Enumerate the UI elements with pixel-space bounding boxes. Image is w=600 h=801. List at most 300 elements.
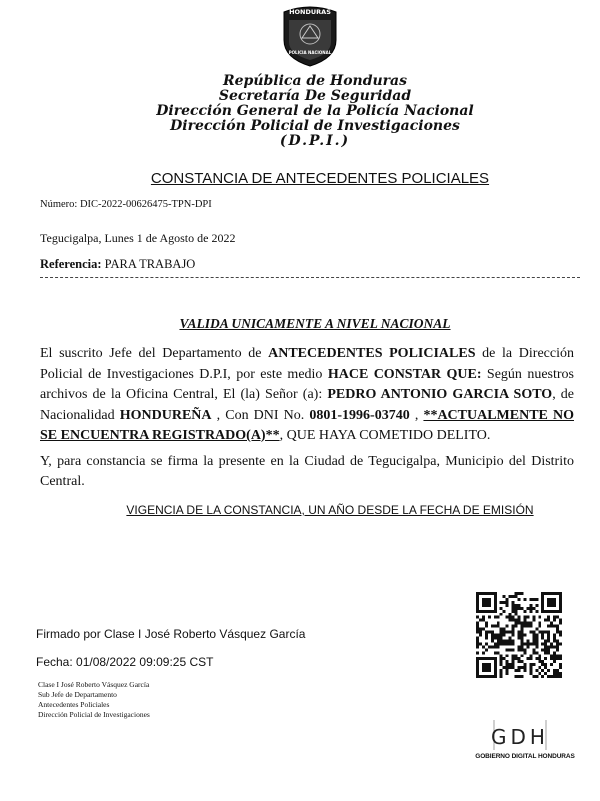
qr-module xyxy=(518,616,521,619)
qr-module xyxy=(494,660,497,663)
qr-module xyxy=(532,598,535,601)
qr-module xyxy=(529,631,532,634)
qr-module xyxy=(476,675,479,678)
qr-module xyxy=(488,631,491,634)
qr-module xyxy=(529,663,532,666)
qr-module xyxy=(553,654,556,657)
qr-module xyxy=(523,669,526,672)
qr-module xyxy=(503,601,506,604)
qr-module xyxy=(509,666,512,669)
qr-module xyxy=(512,648,515,651)
document-title: CONSTANCIA DE ANTECEDENTES POLICIALES xyxy=(150,170,490,187)
qr-module xyxy=(500,675,503,678)
qr-module xyxy=(550,645,553,648)
header-republica: República de Honduras xyxy=(222,73,408,89)
qr-module xyxy=(506,669,509,672)
qr-module xyxy=(488,616,491,619)
qr-module xyxy=(509,595,512,598)
qr-module xyxy=(494,663,497,666)
qr-module xyxy=(482,610,485,613)
qr-module xyxy=(509,663,512,666)
qr-module xyxy=(491,631,494,634)
qr-module xyxy=(550,601,553,604)
emblem-bottom-text: POLICIA NACIONAL xyxy=(288,50,332,55)
qr-module xyxy=(547,634,550,637)
qr-module xyxy=(538,657,541,660)
qr-module xyxy=(476,592,479,595)
qr-module xyxy=(494,651,497,654)
qr-module xyxy=(541,592,544,595)
qr-module xyxy=(515,619,518,622)
qr-module xyxy=(544,639,547,642)
qr-module xyxy=(476,639,479,642)
qr-module xyxy=(518,634,521,637)
qr-module xyxy=(476,631,479,634)
qr-module xyxy=(541,634,544,637)
qr-module xyxy=(547,669,550,672)
qr-module xyxy=(488,666,491,669)
qr-module xyxy=(509,613,512,616)
qr-module xyxy=(491,610,494,613)
qr-module xyxy=(482,616,485,619)
qr-module xyxy=(509,639,512,642)
qr-module xyxy=(547,592,550,595)
qr-module xyxy=(500,636,503,639)
qr-module xyxy=(500,654,503,657)
qr-module xyxy=(523,622,526,625)
qr-module xyxy=(550,592,553,595)
person-name: PEDRO ANTONIO GARCIA SOTO xyxy=(327,387,553,402)
qr-module xyxy=(550,675,553,678)
qr-module xyxy=(476,616,479,619)
qr-module xyxy=(559,607,562,610)
qr-module xyxy=(535,634,538,637)
qr-module xyxy=(518,666,521,669)
qr-module xyxy=(541,595,544,598)
gdh-caption: GOBIERNO DIGITAL HONDURAS xyxy=(475,753,575,760)
qr-module xyxy=(515,622,518,625)
qr-module xyxy=(559,592,562,595)
qr-module xyxy=(494,675,497,678)
qr-module xyxy=(482,669,485,672)
qr-module xyxy=(515,654,518,657)
document-number: Número: DIC-2022-00626475-TPN-DPI xyxy=(40,199,212,210)
qr-module xyxy=(488,663,491,666)
qr-module xyxy=(547,610,550,613)
qr-module xyxy=(547,604,550,607)
qr-module xyxy=(500,631,503,634)
qr-module xyxy=(500,669,503,672)
qr-module xyxy=(482,619,485,622)
qr-module xyxy=(485,598,488,601)
qr-module xyxy=(482,663,485,666)
qr-module xyxy=(532,607,535,610)
qr-module xyxy=(520,648,523,651)
qr-module xyxy=(532,636,535,639)
qr-module xyxy=(503,666,506,669)
qr-module xyxy=(532,619,535,622)
qr-module xyxy=(541,648,544,651)
qr-module xyxy=(500,601,503,604)
qr-module xyxy=(532,616,535,619)
validity-scope: VALIDA UNICAMENTE A NIVEL NACIONAL xyxy=(179,316,451,331)
qr-module xyxy=(494,601,497,604)
qr-module xyxy=(550,625,553,628)
qr-module xyxy=(497,622,500,625)
signer-name: Clase I José Roberto Vásquez García xyxy=(38,680,150,689)
qr-module xyxy=(541,598,544,601)
qr-module xyxy=(553,651,556,654)
body-text-1: El suscrito Jefe del Departamento de xyxy=(40,346,269,361)
qr-module xyxy=(491,636,494,639)
qr-module xyxy=(497,639,500,642)
qr-module xyxy=(506,601,509,604)
qr-module xyxy=(506,648,509,651)
qr-module xyxy=(526,642,529,645)
qr-module xyxy=(520,645,523,648)
qr-module xyxy=(488,592,491,595)
qr-module xyxy=(506,598,509,601)
qr-module xyxy=(515,604,518,607)
qr-module xyxy=(526,616,529,619)
qr-module xyxy=(512,639,515,642)
qr-module xyxy=(523,648,526,651)
qr-module xyxy=(494,634,497,637)
qr-module xyxy=(541,660,544,663)
qr-module xyxy=(506,663,509,666)
qr-module xyxy=(488,604,491,607)
qr-module xyxy=(529,625,532,628)
qr-module xyxy=(535,645,538,648)
qr-module xyxy=(500,639,503,642)
qr-module xyxy=(556,610,559,613)
qr-module xyxy=(526,657,529,660)
qr-module xyxy=(541,604,544,607)
qr-module xyxy=(485,663,488,666)
qr-module xyxy=(529,604,532,607)
qr-module xyxy=(506,654,509,657)
qr-module xyxy=(541,675,544,678)
qr-module xyxy=(544,642,547,645)
qr-module xyxy=(512,607,515,610)
qr-module xyxy=(523,663,526,666)
qr-module xyxy=(515,657,518,660)
qr-module xyxy=(512,604,515,607)
qr-module xyxy=(535,669,538,672)
qr-module xyxy=(553,598,556,601)
qr-module xyxy=(512,642,515,645)
qr-module xyxy=(559,631,562,634)
qr-module xyxy=(553,625,556,628)
qr-module xyxy=(482,645,485,648)
qr-module xyxy=(556,657,559,660)
qr-module xyxy=(497,625,500,628)
qr-module xyxy=(556,592,559,595)
gdh-logo-text: GDH xyxy=(491,725,549,749)
qr-module xyxy=(485,657,488,660)
qr-module xyxy=(538,631,541,634)
qr-module xyxy=(544,619,547,622)
signer-title: Sub Jefe de Departamento xyxy=(38,690,117,699)
qr-module xyxy=(556,645,559,648)
qr-module xyxy=(523,625,526,628)
qr-module xyxy=(515,607,518,610)
qr-module xyxy=(479,610,482,613)
reference-label: Referencia: xyxy=(40,257,102,271)
qr-module xyxy=(476,601,479,604)
emblem-top-text: HONDURAS xyxy=(289,8,331,16)
qr-module xyxy=(497,651,500,654)
qr-module xyxy=(485,636,488,639)
qr-module xyxy=(482,675,485,678)
qr-module xyxy=(518,631,521,634)
qr-module xyxy=(503,657,506,660)
qr-module xyxy=(518,660,521,663)
qr-module xyxy=(538,654,541,657)
qr-module xyxy=(512,628,515,631)
police-emblem xyxy=(278,2,342,68)
qr-module xyxy=(494,642,497,645)
qr-module xyxy=(485,631,488,634)
record-status: **ACTUALMENTE NO SE ENCUENTRA REGISTRADO(A)** xyxy=(40,407,574,443)
qr-module xyxy=(523,651,526,654)
qr-module xyxy=(547,636,550,639)
qr-module xyxy=(535,604,538,607)
qr-module xyxy=(512,663,515,666)
header-direccion-general: Dirección General de la Policía Nacional xyxy=(156,103,474,119)
qr-module xyxy=(506,625,509,628)
qr-module xyxy=(494,645,497,648)
body-text-3: Según nuestros archivos de la Oficina Central, El (la) Señor (a): xyxy=(40,366,575,402)
qr-module xyxy=(488,598,491,601)
qr-module xyxy=(553,616,556,619)
qr-module xyxy=(535,642,538,645)
qr-module xyxy=(559,663,562,666)
qr-module xyxy=(520,634,523,637)
qr-module xyxy=(544,657,547,660)
qr-module xyxy=(479,592,482,595)
qr-module xyxy=(520,607,523,610)
qr-module xyxy=(482,604,485,607)
qr-module xyxy=(488,669,491,672)
qr-module xyxy=(479,634,482,637)
qr-module xyxy=(497,636,500,639)
qr-module xyxy=(556,639,559,642)
qr-module xyxy=(529,622,532,625)
qr-module xyxy=(532,663,535,666)
qr-module xyxy=(529,642,532,645)
qr-module xyxy=(500,672,503,675)
qr-module xyxy=(553,669,556,672)
qr-module xyxy=(497,616,500,619)
qr-module xyxy=(553,610,556,613)
signed-by: Firmado por Clase I José Roberto Vásquez García xyxy=(36,627,306,641)
qr-module xyxy=(529,598,532,601)
hace-constar: HACE CONSTAR QUE: xyxy=(327,366,482,382)
closing-paragraph: Y, para constancia se firma la presente en la Ciudad de Tegucigalpa, Municipio del Distrito Central. xyxy=(40,454,574,489)
qr-module xyxy=(476,645,479,648)
qr-module xyxy=(491,634,494,637)
qr-module xyxy=(541,642,544,645)
qr-module xyxy=(559,598,562,601)
qr-module xyxy=(482,666,485,669)
qr-module xyxy=(559,601,562,604)
qr-module xyxy=(515,595,518,598)
qr-module xyxy=(494,672,497,675)
qr-module xyxy=(535,657,538,660)
qr-module xyxy=(506,666,509,669)
qr-module xyxy=(559,622,562,625)
qr-module xyxy=(497,634,500,637)
validity-period: VIGENCIA DE LA CONSTANCIA, UN AÑO DESDE LA FECHA DE EMISIÓN xyxy=(126,503,534,517)
qr-module xyxy=(547,639,550,642)
qr-module xyxy=(547,625,550,628)
qr-module xyxy=(553,660,556,663)
reference-value: PARA TRABAJO xyxy=(101,257,196,271)
qr-module xyxy=(550,598,553,601)
qr-module xyxy=(494,636,497,639)
qr-module xyxy=(500,642,503,645)
qr-module xyxy=(503,610,506,613)
qr-module xyxy=(503,628,506,631)
qr-module xyxy=(538,622,541,625)
qr-module xyxy=(494,607,497,610)
qr-module xyxy=(482,592,485,595)
qr-module xyxy=(494,592,497,595)
qr-module xyxy=(523,634,526,637)
qr-module xyxy=(512,619,515,622)
qr-module xyxy=(544,645,547,648)
qr-module xyxy=(544,672,547,675)
qr-module xyxy=(532,675,535,678)
qr-module xyxy=(559,610,562,613)
qr-module xyxy=(518,645,521,648)
qr-module xyxy=(476,595,479,598)
qr-module xyxy=(506,604,509,607)
qr-module xyxy=(556,675,559,678)
qr-module xyxy=(556,648,559,651)
qr-module xyxy=(544,666,547,669)
body-text-5: , Con DNI No. xyxy=(211,407,310,423)
qr-module xyxy=(512,631,515,634)
qr-module xyxy=(485,669,488,672)
qr-module xyxy=(485,666,488,669)
qr-module xyxy=(553,675,556,678)
qr-module xyxy=(500,628,503,631)
qr-module xyxy=(538,625,541,628)
qr-module xyxy=(520,654,523,657)
qr-module xyxy=(529,657,532,660)
qr-module xyxy=(520,639,523,642)
qr-module xyxy=(500,634,503,637)
qr-module xyxy=(559,604,562,607)
qr-module xyxy=(512,666,515,669)
qr-module xyxy=(518,669,521,672)
qr-module xyxy=(538,616,541,619)
qr-module xyxy=(535,675,538,678)
qr-module xyxy=(512,595,515,598)
qr-module xyxy=(491,645,494,648)
qr-module xyxy=(479,657,482,660)
qr-module xyxy=(520,631,523,634)
header-secretaria: Secretaría De Seguridad xyxy=(218,88,412,104)
qr-module xyxy=(509,636,512,639)
qr-module xyxy=(479,642,482,645)
nationality: HONDUREÑA xyxy=(119,407,212,423)
qr-module xyxy=(547,645,550,648)
qr-module xyxy=(515,675,518,678)
header-direccion-policial: Dirección Policial de Investigaciones xyxy=(170,118,460,134)
qr-module xyxy=(476,607,479,610)
qr-module xyxy=(515,625,518,628)
qr-module xyxy=(550,604,553,607)
qr-code xyxy=(476,592,562,678)
qr-module xyxy=(491,592,494,595)
qr-module xyxy=(550,622,553,625)
qr-module xyxy=(553,634,556,637)
qr-module xyxy=(520,666,523,669)
qr-module xyxy=(488,657,491,660)
body-text-4: , de Nacionalidad xyxy=(40,387,575,423)
qr-module xyxy=(547,598,550,601)
qr-module xyxy=(529,669,532,672)
qr-module xyxy=(503,634,506,637)
qr-module xyxy=(518,619,521,622)
qr-module xyxy=(482,628,485,631)
qr-module xyxy=(494,610,497,613)
qr-module xyxy=(520,628,523,631)
qr-module xyxy=(509,642,512,645)
qr-module xyxy=(509,619,512,622)
qr-module xyxy=(544,648,547,651)
qr-module xyxy=(544,610,547,613)
qr-module xyxy=(529,610,532,613)
qr-module xyxy=(485,622,488,625)
divider xyxy=(40,277,580,278)
qr-module xyxy=(476,625,479,628)
qr-module xyxy=(518,604,521,607)
qr-module xyxy=(532,634,535,637)
qr-module xyxy=(541,601,544,604)
qr-module xyxy=(518,648,521,651)
qr-module xyxy=(550,663,553,666)
qr-module xyxy=(518,675,521,678)
qr-module xyxy=(538,660,541,663)
qr-module xyxy=(518,598,521,601)
qr-module xyxy=(485,592,488,595)
qr-module xyxy=(515,610,518,613)
qr-module xyxy=(512,654,515,657)
qr-module xyxy=(518,607,521,610)
signer-division: Dirección Policial de Investigaciones xyxy=(38,710,150,719)
qr-module xyxy=(476,636,479,639)
qr-module xyxy=(535,598,538,601)
qr-module xyxy=(518,657,521,660)
qr-module xyxy=(509,616,512,619)
qr-module xyxy=(476,604,479,607)
qr-module xyxy=(485,648,488,651)
qr-module xyxy=(535,639,538,642)
qr-module xyxy=(550,610,553,613)
qr-module xyxy=(559,619,562,622)
qr-module xyxy=(520,592,523,595)
qr-module xyxy=(512,657,515,660)
qr-module xyxy=(523,642,526,645)
qr-module xyxy=(485,601,488,604)
qr-module xyxy=(535,651,538,654)
qr-module xyxy=(479,628,482,631)
qr-module xyxy=(485,642,488,645)
